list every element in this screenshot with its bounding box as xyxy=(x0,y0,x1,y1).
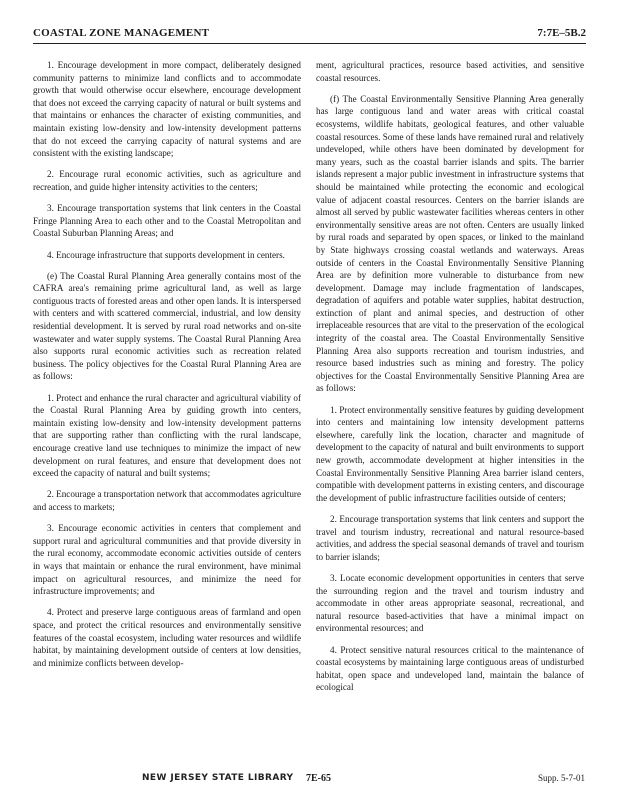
paragraph-continuation: ment, agricultural practices, resource based activities, and sensitive coastal resources. xyxy=(316,60,584,83)
paragraph: 1. Encourage development in more compact, deliberately designed community patterns to minimize land conflicts and to accommodate growth that would otherwise occur elsewhere, encourage development that does not exceed the carrying capacity of natural or built systems and that maintains or enhances the character of existing communities, and maintain existing low-density and low-intensity development patterns that do not exceed the carrying capacity of natural systems and are consistent with the existing landscape; xyxy=(33,60,301,159)
paragraph: 1. Protect environmentally sensitive features by guiding development into centers and maintaining low intensity development patterns elsewhere, carefully link the location, character and magnitude of development to the capacity of natural and built environments to support new growth, accommodate development at higher intensities in the Coastal Environmentally Sensitive Planning Area barrier island centers, compatible with development patterns in existing centers, and discourage the development of public infrastructure facilities outside of centers; xyxy=(316,404,584,503)
paragraph: 4. Protect sensitive natural resources critical to the maintenance of coastal ecosystems by maintaining large contiguous areas of undisturbed habitat, open space and undeveloped land, maintain the balance of ecological xyxy=(316,644,584,693)
paragraph: 1. Protect and enhance the rural character and agricultural viability of the Coastal Rural Planning Area by guiding growth into centers, maintain existing low-density and low-intensity development patterns that are supporting rather than conflicting with the rural landscape, encourage creative land use techniques to minimize the impact of new development on rural features, and ensure that development does not exceed the capacity of natural and built systems; xyxy=(33,392,301,479)
left-column xyxy=(33,59,301,678)
paragraph: 3. Locate economic development opportunities in centers that serve the surrounding region and the travel and tourism industry and accommodate in other areas appropriate seasonal, recreational, and natural resource based-activities that have a minimal impact on environmental resources; and xyxy=(316,572,584,634)
page-number: 7E-65 xyxy=(306,773,331,784)
paragraph: 2. Encourage rural economic activities, such as agriculture and recreation, and guide higher intensity activities to the centers; xyxy=(33,169,301,192)
paragraph: 4. Encourage infrastructure that supports development in centers. xyxy=(47,249,285,260)
right-column xyxy=(316,59,584,702)
chapter-title: COASTAL ZONE MANAGEMENT xyxy=(33,27,210,39)
page-footer xyxy=(0,773,619,787)
paragraph: 2. Encourage a transportation network that accommodates agriculture and access to markets; xyxy=(33,489,301,512)
paragraph: (e) The Coastal Rural Planning Area generally contains most of the CAFRA area's remaining prime agricultural land, as well as large contiguous tracts of forested areas and other open lands. It is interspersed with centers and with scattered commercial, industrial, and low density residential development. It is served by rural road networks and on-site wastewater and water supply systems. The Coastal Rural Planning Area also supports rural economic activities such as recreation related business. The policy objectives for the Coastal Rural Planning Area are as follows: xyxy=(33,270,301,382)
paragraph: 2. Encourage transportation systems that link centers and support the travel and tourism industry, recreational and natural resource-based activities, and address the special seasonal demands of travel and tourism to barrier islands; xyxy=(316,513,584,562)
library-stamp: NEW JERSEY STATE LIBRARY xyxy=(142,773,294,783)
supplement-date: Supp. 5-7-01 xyxy=(538,773,585,783)
paragraph: 3. Encourage transportation systems that link centers in the Coastal Fringe Planning Area to each other and to the Coastal Metropolitan and Coastal Suburban Planning Areas; and xyxy=(33,203,301,239)
paragraph: 3. Encourage economic activities in centers that complement and support rural and agricultural communities and that provide diversity in the rural economy, accommodate economic activities outside of centers in ways that maintain or enhance the rural environment, have minimal impact on agricultural resources, and minimize the need for infrastructure improvements; and xyxy=(33,523,301,597)
running-header xyxy=(33,27,586,44)
paragraph: 4. Protect and preserve large contiguous areas of farmland and open space, and protect the critical resources and environmentally sensitive features of the coastal ecosystem, including water resources and wildlife habitat, by maintaining development outside of centers at low densities, and minimize conflicts between develop- xyxy=(33,607,301,668)
section-number: 7:7E–5B.2 xyxy=(537,27,586,39)
paragraph: (f) The Coastal Environmentally Sensitive Planning Area generally has large contiguous land and water areas with critical coastal ecosystems, wildlife habitats, geological features, and other valuable coastal resources. Some of these lands have remained rural and relatively undeveloped, while others have been dominated by development for many years, such as the coastal barrier islands and spits. The barrier islands represent a major public investment in infrastructure systems that should be maintained while protecting the economic and ecological value of adjacent coastal resources. Centers on the barrier islands are almost all served by public wastewater facilities whereas centers in other environmentally sensitive areas are not often. Centers are usually linked by rural roads and separated by open spaces, or linked to the mainland by State highways crossing coastal wetlands and waterways. Areas outside of centers in the Coastal Environmentally Sensitive Planning Area are by definition more vulnerable to disturbance from new development. Damage may include fragmentation of landscapes, degradation of aquifers and potable water supplies, habitat destruction, extinction of plant and animal species, and destruction of other irreplaceable resources that are vital to the preservation of the ecological integrity of the coastal area. The Coastal Environmentally Sensitive Planning Area also supports recreation and tourism industries, and resource based industries such as mining and forestry. The policy objectives for the Coastal Environmentally Sensitive Planning Area are as follows: xyxy=(316,93,584,394)
